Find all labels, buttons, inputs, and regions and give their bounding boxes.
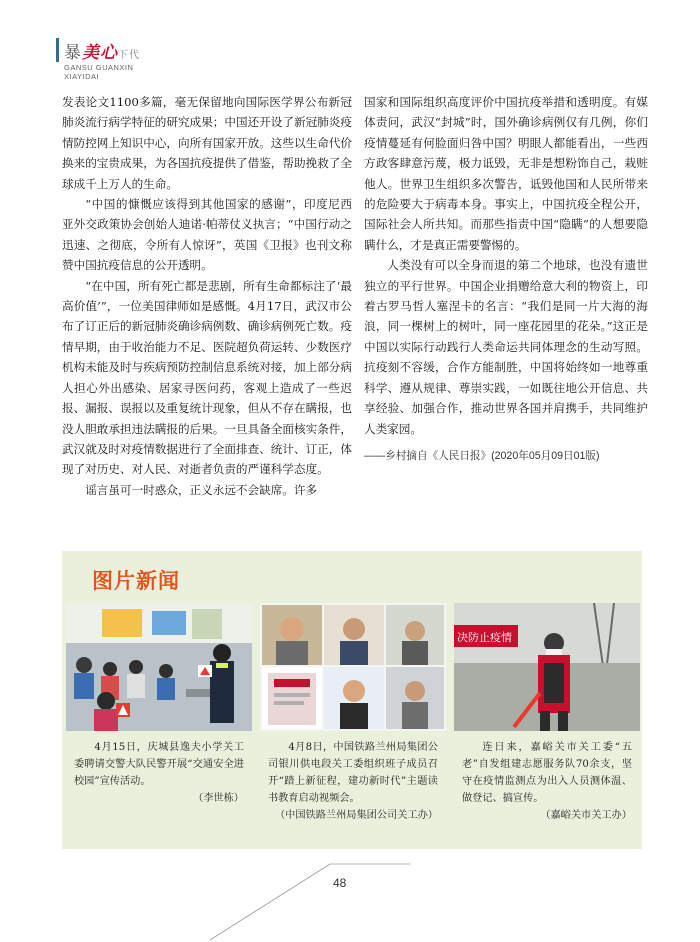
volunteer-checkpoint-illustration <box>454 603 640 731</box>
photo-news-title: 图片新闻 <box>92 568 180 593</box>
logo-subline-2: XIAYIDAI <box>64 72 100 81</box>
photo-caption-3 <box>462 739 632 824</box>
article-right-column <box>364 92 648 465</box>
photo-news-section <box>62 551 642 849</box>
logo-bar <box>56 38 59 62</box>
article-paragraph: 人类没有可以全身而退的第二个地球，也没有遗世独立的平行世界。中国企业捐赠给意大利的物资上，印着古罗马哲人塞涅卡的名言：“我们是同一片大海的海浪，同一棵树上的树叶，同一座花园里的花朵。”这正是中国以实际行动践行人类命运共同体理念的生动写照。抗疫刻不容缓，合作方能制胜，中国将始终如一地尊重科学、遵从规律、尊崇实践，一如既往地公开信息、共享经验、加强合作，推动世界各国并肩携手，共同维护人类家园。 <box>364 258 648 436</box>
classroom-photo-illustration <box>66 603 252 731</box>
photo-video-conference <box>260 603 446 731</box>
logo-char-a: 暴 <box>64 43 82 63</box>
logo-char-b: 美心 <box>82 43 118 63</box>
video-conference-illustration <box>260 603 446 731</box>
logo-char-c: 下代 <box>118 50 140 61</box>
caption-text: 连日来，嘉峪关市关工委“五老”自发组建志愿服务队70余支，坚守在疫情监测点为出入人员测体温、做登记、搞宣传。 <box>462 742 632 804</box>
article-paragraph: 发表论文1100多篇，毫无保留地向国际医学界公布新冠肺炎流行病学特征的研究成果；中国还开设了新冠肺炎疫情防控网上知识中心，向所有国家开放。这些以生命代价换来的宝贵成果，为各国抗疫提供了借鉴，帮助挽救了全球成千上万人的生命。 <box>62 95 352 191</box>
caption-text: 4月15日，庆城县逸夫小学关工委聘请交警大队民警开展“交通安全进校园”宣传活动。 <box>74 742 244 787</box>
article-paragraph: “中国的慷慨应该得到其他国家的感谢”，印度尼西亚外交政策协会创始人迪诺·帕蒂仗义执言；“中国行动之迅速、之彻底，令所有人惊讶”，英国《卫报》也刊文称赞中国抗疫信息的公开透明。 <box>62 197 352 273</box>
article-left-column <box>62 92 352 500</box>
article-paragraph: “在中国，所有死亡都是悲剧，所有生命都标注了‘最高价值’”，一位美国律师如是感慨。4月17日，武汉市公布了订正后的新冠肺炎确诊病例数、确诊病例死亡数。疫情早期，由于收治能力不足、医院超负荷运转、少数医疗机构未能及时与疾病预防控制信息系统对接，加上部分病人担心外出感染、居家寻医问药，客观上造成了一些迟报、漏报、误报以及重复统计现象，但从不存在瞒报，也没人胆敢承担违法瞒报的后果。一旦具备全面核实条件，武汉就及时对疫情数据进行了全面排查、统计、订正，体现了对历史、对人民、对逝者负责的严谨科学态度。 <box>62 278 352 477</box>
checkpoint-banner-text: 决防止疫情 <box>457 631 512 644</box>
footer-decoration <box>210 862 410 942</box>
photo-caption-2 <box>268 739 438 824</box>
photo-volunteer-checkpoint <box>454 603 640 731</box>
caption-credit: （嘉峪关市关工办） <box>540 810 632 821</box>
photo-classroom-traffic-police <box>66 603 252 731</box>
caption-credit: （李世栋） <box>193 793 244 804</box>
page-number: 48 <box>333 876 347 890</box>
logo-subline-1: GANSU GUANXIN <box>64 63 134 72</box>
caption-text: 4月8日，中国铁路兰州局集团公司银川供电段关工委组织班子成员召开“踏上新征程，建功新时代”主题读书教育启动视频会。 <box>268 742 438 804</box>
article-source: ——乡村摘自《人民日报》(2020年05月09日01版) <box>364 449 600 462</box>
photo-caption-1 <box>74 739 244 807</box>
article-paragraph: 谣言虽可一时惑众，正义永远不会缺席。许多 <box>85 482 318 497</box>
caption-credit: （中国铁路兰州局集团公司关工办） <box>275 810 438 821</box>
article-paragraph: 国家和国际组织高度评价中国抗疫举措和透明度。有媒体责问，武汉“封城”时，国外确诊病例仅有几例，你们疫情蔓延有何脸面归咎中国？明眼人都能看出，一些西方政客肆意污蔑，极力诋毁，无非是想粉饰自己，栽赃他人。世界卫生组织多次警告，诋毁他国和人民所带来的危险要大于病毒本身。事实上，中国抗疫全程公开，国际社会人所共知。而那些指责中国“隐瞒”的人想要隐瞒什么，才是真正需要警惕的。 <box>364 95 648 252</box>
magazine-logo <box>56 38 166 88</box>
logo-wordmark <box>64 38 166 63</box>
